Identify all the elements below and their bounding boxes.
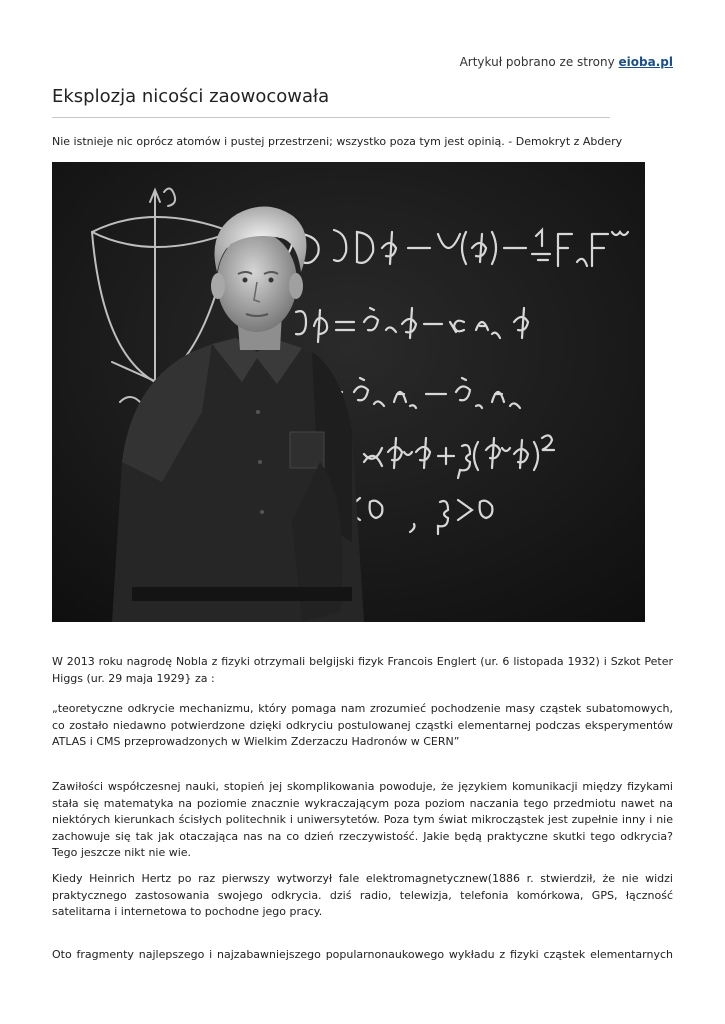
title-divider — [52, 117, 610, 118]
article-paragraph: W 2013 roku nagrodę Nobla z fizyki otrzymali belgijski fizyk Francois Englert (ur. 6 listopada 1932) i Szkot Peter Higgs (ur. 29 maja 1929} za : — [52, 655, 673, 685]
article-paragraph: Oto fragmenty najlepszego i najzabawniejszego popularnonaukowego wykładu z fizyki cząstek elementarnych — [52, 948, 673, 961]
article-photo — [52, 162, 645, 622]
blackboard-photo-illustration — [52, 162, 645, 622]
source-site-link[interactable]: eioba.pl — [618, 55, 673, 69]
source-prefix: Artykuł pobrano ze strony — [459, 55, 615, 69]
source-line — [460, 55, 673, 69]
article-paragraph: Zawiłości współczesnej nauki, stopień jej skomplikowania powoduje, że językiem komunikacji między fizykami stała się matematyka na poziomie znacznie wykraczającym poza poziom naczania tego przedmiotu nawet na niektórych kierunkach ścisłych politechnik i uniwersytetów. Poza tym świat mikrocząstek jest zupełnie inny i nie zachowuje się tak jak otaczająca nas na co dzień rzeczywistość. Jakie będą praktyczne skutki tego odkrycia? Tego jeszcze nikt nie wie. — [52, 780, 673, 859]
article-paragraph: Kiedy Heinrich Hertz po raz pierwszy wytworzył fale elektromagnetycznew(1886 r. stwierdził, że nie widzi praktycznego zastosowania swojego odkrycia. dziś radio, telewizja, telefonia komórkowa, GPS, łączność satelitarna i internetowa to pochodne jego pracy. — [52, 872, 673, 918]
article-paragraph: „teoretyczne odkrycie mechanizmu, który pomaga nam zrozumieć pochodzenie masy cząstek subatomowych, co zostało niedawno potwierdzone dzięki odkryciu postulowanej cząstki elementarnej podczas eksperymentów ATLAS i CMS przeprowadzonych w Wielkim Zderzaczu Hadronów w CERN” — [52, 702, 673, 748]
epigraph: Nie istnieje nic oprócz atomów i pustej przestrzeni; wszystko poza tym jest opinią. - Demokryt z Abdery — [52, 135, 623, 148]
article-title: Eksplozja nicości zaowocowała — [52, 86, 330, 107]
